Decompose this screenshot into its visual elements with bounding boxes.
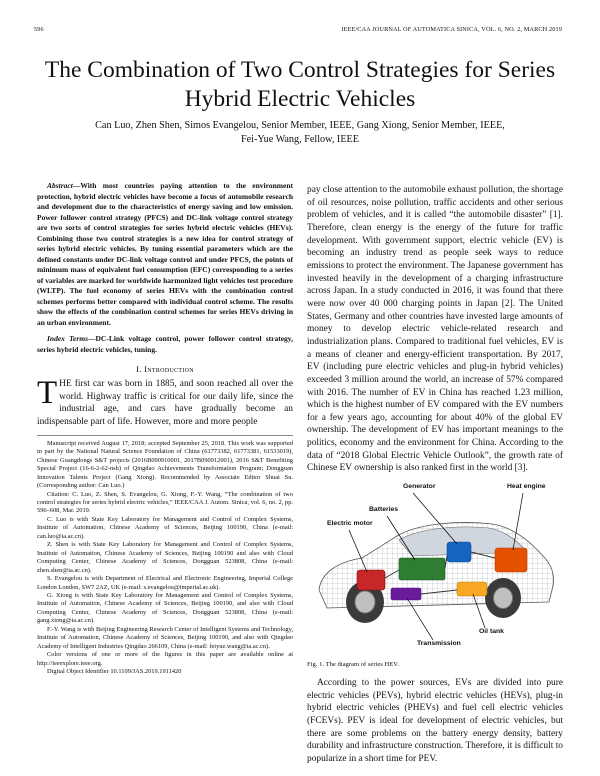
right-column bbox=[307, 184, 563, 766]
index-terms-lead: Index Terms bbox=[47, 334, 89, 343]
hev-diagram bbox=[307, 478, 563, 658]
label-electric-motor: Electric motor bbox=[327, 520, 373, 528]
transmission-shape bbox=[391, 588, 421, 600]
figure-series-hev bbox=[307, 478, 563, 658]
index-terms bbox=[37, 334, 293, 355]
figure-caption: Fig. 1. The diagram of series HEV. bbox=[307, 661, 399, 669]
intro-text: HE first car was born in 1885, and soon reached all over the world. Highway traffic is critical for our daily life, since the industrial age, and cars have gradually become an indispensable part of life. However, more and more people bbox=[37, 379, 293, 428]
label-generator: Generator bbox=[403, 483, 436, 491]
page-number: 596 bbox=[34, 26, 44, 33]
heat-engine-shape bbox=[495, 548, 527, 572]
intro-paragraph bbox=[37, 375, 293, 429]
index-terms-text: —DC-Link voltage control, power follower control strategy, series hybrid electric vehicles, tuning. bbox=[37, 334, 294, 354]
body-paragraph-1: pay close attention to the automobile exhaust pollution, the shortage of oil resources, noise pollution, traffic accidents and other serious problem of vehicles, and it is called “the automobile disaster” [1]. Therefore, clean energy is the energy of the future for traffic development. With government support, electric vehicle (EV) is becoming an industry trend as people seek ways to reduce emissions to protect the environment. The Japanese government has invested heavily in the development of a charging infrastructure across Japan. In a study conducted in 2016, it was found that there were now over 40 000 charging points in Japan [2]. The United States, Germany and other countries have invested large amounts of money to develop electric vehicle-related research and industrialization plans. Compared to traditional fuel vehicles, EV is a means of cleaner and energy-efficient transportation. By 2017, EV (including pure electric vehicles and plug-in hybrid vehicles) exceeded 3 million around the world, an increase of 57% compared with 2016. The number of EV in China has reached 1.23 million, which is the highest number of EV compared with the EV numbers for a few years ago, accounting for about 40% of the global EV ownership. The development of EV has important meanings to the politics, economy and the environment for China. According to the data of “2018 Global Electric Vehicle Outlook”, the growth rate of Chinese EV ownership is also ranked first in the world [3]. bbox=[307, 185, 563, 474]
wheel-rear bbox=[485, 578, 521, 618]
author-line-1: Can Luo, Zhen Shen, Simos Evangelou, Senior Member, IEEE, Gang Xiong, Senior Member, IEEE, bbox=[95, 120, 505, 131]
footnote-affiliation-wang: F.-Y. Wang is with Beijing Engineering Research Center of Intelligent Systems and Technology, Institute of Automation, Chinese Academy of Sciences, Beijing 100190, and also with Qingdao Academy of Intelligent Industries Qingdao 266109, China (e-mail: feiyue.wang@ia.ac.cn). bbox=[37, 625, 293, 650]
label-oil-tank: Oil tank bbox=[479, 628, 504, 636]
author-list bbox=[40, 119, 560, 146]
footnote-affiliation-luo: C. Luo is with State Key Laboratory for Management and Control of Complex Systems, Institute of Automation, Chinese Academy of Sciences, Beijing 100190, China (e-mail: can.luo@ia.ac.cn). bbox=[37, 515, 293, 540]
batteries-shape bbox=[399, 558, 445, 580]
footnote-affiliation-shen: Z. Shen is with State Key Laboratory for Management and Control of Complex Systems, Institute of Automation, Chinese Academy of Sciences, Beijing 100190 and also with Cloud Computing Center, Chinese Academy of Sciences, Dongguan 523808, China (e-mail: zhen.shen@ia.ac.cn). bbox=[37, 541, 293, 574]
running-header bbox=[34, 26, 562, 38]
footnote-citation: Citation: C. Luo, Z. Shen, S. Evangelou, G. Xiong, F.-Y. Wang, “The combination of two control strategies for series hybrid electric vehicles,” IEEE/CAA J. Autom. Sinica, vol. 6, no. 2, pp. 596–608, Mar. 2019. bbox=[37, 490, 293, 515]
abstract bbox=[37, 181, 293, 328]
footnote-affiliation-xiong: G. Xiong is with State Key Laboratory for Management and Control of Complex Systems, Institute of Automation, Chinese Academy of Sciences, Beijing 100190, and also with Cloud Computing Center, Chinese Academy of Sciences, Dongguan 523808, China (e-mail: gang.xiong@ia.ac.cn). bbox=[37, 591, 293, 625]
drop-cap: T bbox=[37, 375, 58, 411]
abstract-lead: Abstract bbox=[47, 181, 73, 190]
body-paragraph-2: According to the power sources, EVs are divided into pure electric vehicles (PEVs), hybrid electric vehicles (HEVs), plug-in hybrid electric vehicles (PHEVs) and fuel cell electric vehicles (FCEVs). PEV is ideal for development of electric vehicles, but there are some problems on the battery energy density, battery durability and infrastructure construction. Therefore, it is difficult to popularize in a short time for PEV. bbox=[307, 678, 563, 765]
abstract-text: —With most countries paying attention to the environment protection, hybrid electric vehicles have become a focus of automobile research and development due to the characteristics of energy saving and low emission. Power follower control strategy (PFCS) and DC-link voltage control strategy are two sorts of control strategies for series hybrid electric vehicles (HEVs). Combining those two control strategies is a new idea for control strategy of series hybrid electric vehicles. By tuning essential parameters which are the defined constants under DC-link voltage control and under PFCS, the points of minimum mass of equivalent fuel consumption (EFC) corresponding to a series of variables are marked for worldwide harmonized light vehicles test procedure (WLTP). The fuel economy of series HEVs with the combination control schemes performs better compared with individual control scheme. The results show the effects of the combination control schemes for series HEVs driving in an urban environment. bbox=[37, 181, 293, 327]
author-line-2: Fei-Yue Wang, Fellow, IEEE bbox=[240, 133, 359, 145]
label-batteries: Batteries bbox=[369, 506, 399, 514]
footnote-doi: Digital Object Identifier 10.1109/JAS.2019.1911420 bbox=[47, 668, 182, 676]
oil-tank-shape bbox=[457, 582, 487, 596]
label-heat-engine: Heat engine bbox=[507, 483, 546, 491]
footnote-affiliation-evangelou: S. Evangelou is with Department of Electrical and Electronic Engineering, Imperial College London London, SW7 2AZ, UK (e-mail: s.evangelou@imperial.ac.uk). bbox=[37, 575, 293, 591]
footnotes bbox=[37, 435, 293, 677]
section-heading: I. Introduction bbox=[136, 364, 194, 374]
paper-title: The Combination of Two Control Strategies for Series Hybrid Electric Vehicles bbox=[44, 57, 556, 112]
footnote-color-versions: Color versions of one or more of the figures in this paper are available online at http://ieeexplore.ieee.org. bbox=[37, 651, 293, 667]
journal-name: IEEE/CAA JOURNAL OF AUTOMATICA SINICA, VOL. 6, NO. 2, MARCH 2019 bbox=[341, 26, 562, 33]
generator-shape bbox=[447, 542, 471, 562]
electric-motor-shape bbox=[357, 570, 385, 590]
left-column bbox=[37, 181, 293, 677]
label-transmission: Transmission bbox=[417, 640, 461, 648]
footnote-manuscript: Manuscript received August 17, 2018; accepted September 25, 2018. This work was supported in part by the National Natural Science Foundation of China (61773382, 61773381, 61533019), Chinese Guangdongs S&T projects (2016B090910001, 2017B090912001), 2016 S&T Benefiting Special Project (16-6-2-62-nsh) of Qingdao Achievements Transformation Program; Dongguan Innovation Talents Project (Gang Xiong). Recommended by Associate Editor Shuai Su. (Corresponding author: Can Luo.) bbox=[37, 439, 293, 490]
